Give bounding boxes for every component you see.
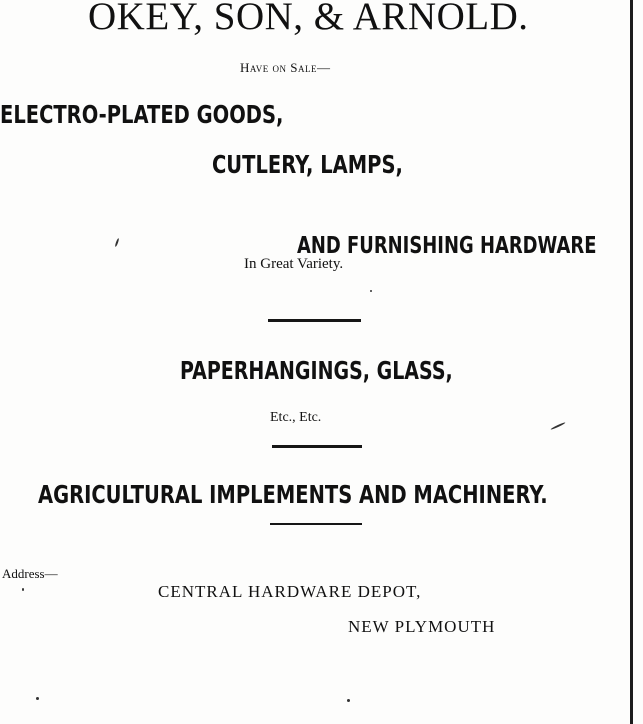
divider-rule	[268, 319, 361, 322]
etc-note: Etc., Etc.	[270, 410, 322, 425]
agricultural-implements-line: AGRICULTURAL IMPLEMENTS AND MACHINERY.	[38, 480, 548, 509]
great-variety-note: In Great Variety.	[244, 256, 344, 272]
print-speck	[347, 699, 350, 702]
cutlery-lamps-line: CUTLERY, LAMPS,	[212, 150, 403, 179]
address-town: NEW PLYMOUTH	[348, 617, 496, 636]
divider-rule	[270, 523, 362, 525]
firm-name-heading: OKEY, SON, & ARNOLD.	[88, 0, 529, 38]
print-speck	[115, 238, 120, 247]
address-depot: CENTRAL HARDWARE DEPOT,	[158, 582, 422, 601]
paperhangings-glass-line: PAPERHANGINGS, GLASS,	[180, 356, 453, 385]
furnishing-hardware-line: AND FURNISHING HARDWARE	[297, 233, 597, 259]
print-speck	[22, 588, 24, 591]
divider-rule	[272, 445, 362, 448]
have-on-sale-subheading: Have on Sale—	[240, 60, 331, 75]
column-divider	[630, 0, 633, 724]
electroplated-goods-line: ELECTRO-PLATED GOODS,	[0, 100, 284, 129]
print-speck	[36, 697, 39, 700]
print-speck	[370, 290, 372, 292]
address-label: Address—	[2, 566, 58, 581]
print-speck	[550, 422, 565, 431]
